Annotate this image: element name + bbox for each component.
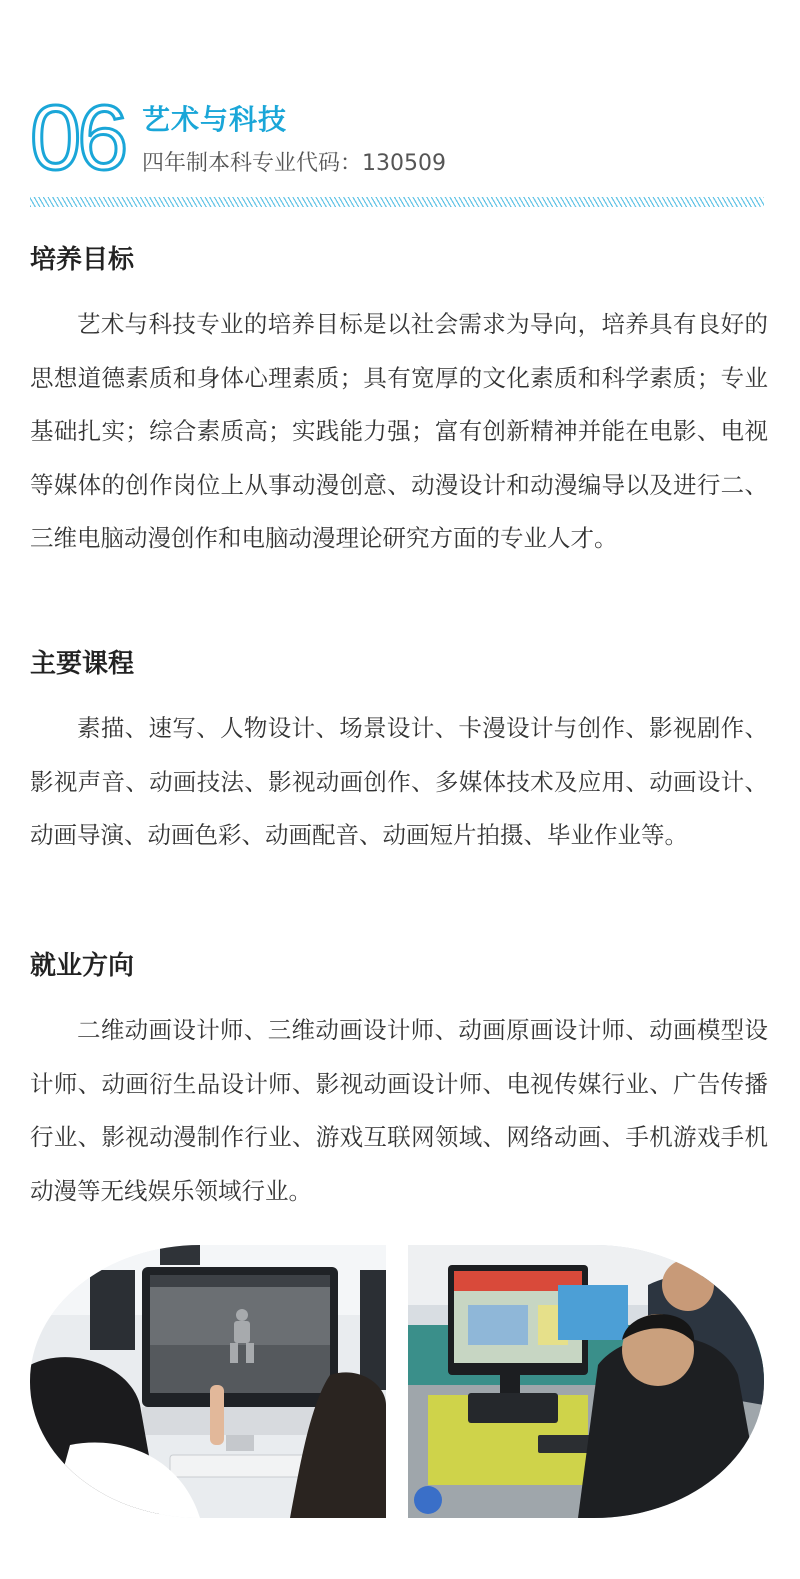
classroom-photo-left [30,1245,386,1518]
section-body: 艺术与科技专业的培养目标是以社会需求为导向，培养具有良好的思想道德素质和身体心理素质；具有宽厚的文化素质和科学素质；专业基础扎实；综合素质高；实践能力强；富有创新精神并能在电影、电视等媒体的创作岗位上从事动漫创意、动漫设计和动漫编导以及进行二、三维电脑动漫创作和电脑动漫理论研究方面的专业人才。 [30,310,768,552]
section-title: 就业方向 [30,951,135,981]
section-number: 06 [30,87,125,189]
section-title: 培养目标 [30,245,135,275]
section-header [30,87,770,192]
hatched-divider [30,197,764,207]
section-career-direction [30,948,768,1218]
major-name: 艺术与科技 [142,103,288,136]
section-title: 主要课程 [30,649,135,679]
section-training-goals [30,242,768,566]
photo-strip [30,1245,768,1518]
classroom-photo-right [408,1245,764,1518]
section-body: 二维动画设计师、三维动画设计师、动画原画设计师、动画模型设计师、动画衍生品设计师、影视动画设计师、电视传媒行业、广告传播行业、影视动漫制作行业、游戏互联网领域、网络动画、手机游戏手机动漫等无线娱乐领域行业。 [30,1016,768,1205]
section-main-courses [30,646,768,863]
major-code: 四年制本科专业代码：130509 [142,151,446,176]
section-body: 素描、速写、人物设计、场景设计、卡漫设计与创作、影视剧作、影视声音、动画技法、影视动画创作、多媒体技术及应用、动画设计、动画导演、动画色彩、动画配音、动画短片拍摄、毕业作业等。 [30,714,768,849]
